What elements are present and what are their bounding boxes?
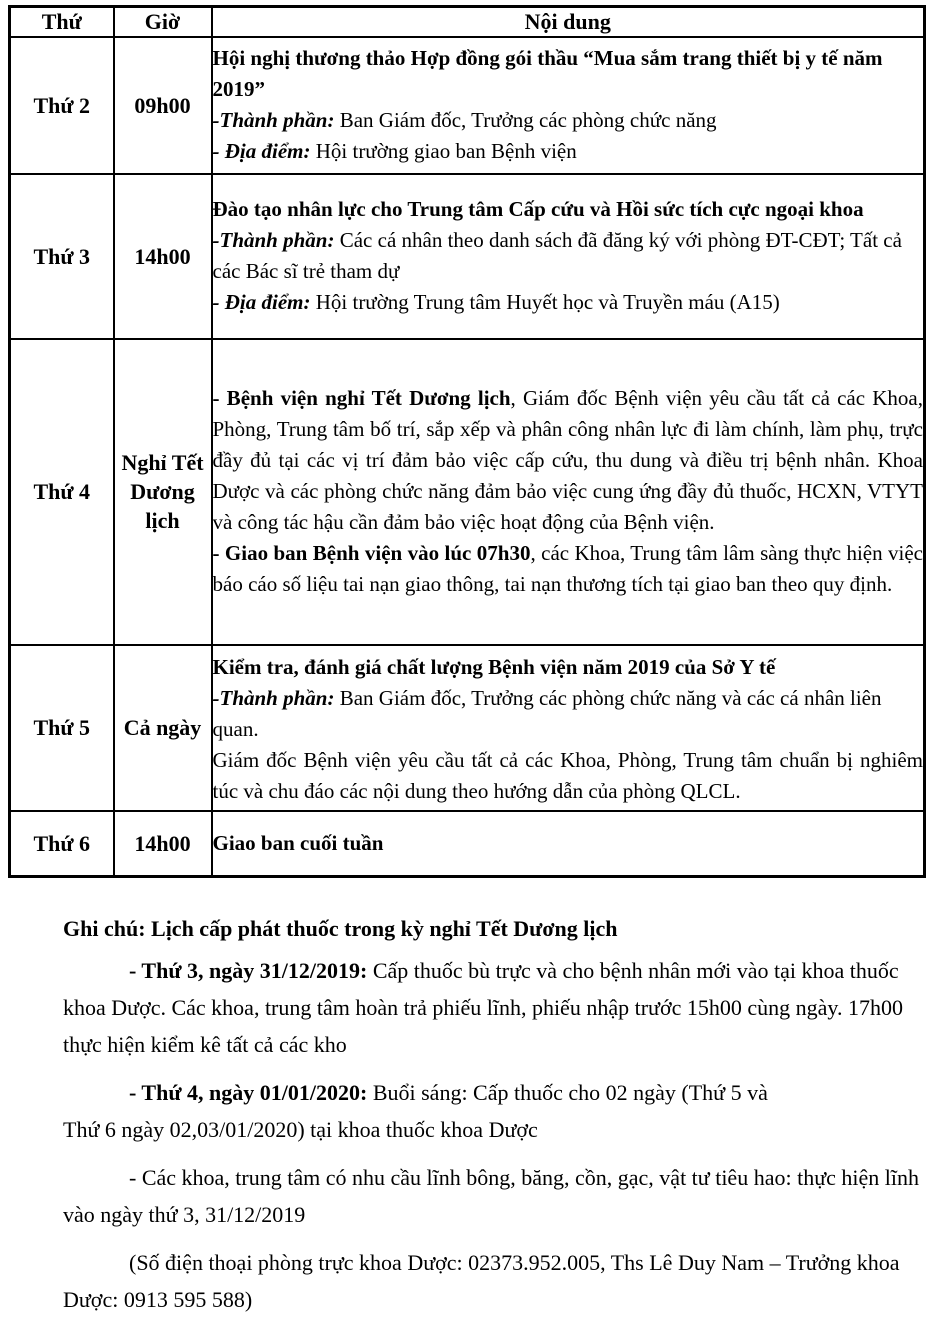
content-cell bbox=[212, 811, 925, 877]
table-row-monday bbox=[10, 37, 925, 174]
header-day: Thứ bbox=[10, 7, 114, 37]
notes-heading: Ghi chú: Lịch cấp phát thuốc trong kỳ nghỉ Tết Dương lịch bbox=[63, 916, 618, 941]
note-paragraph: (Số điện thoại phòng trực khoa Dược: 02373.952.005, Ths Lê Duy Nam – Trưởng khoa Dược: 0913 595 588) bbox=[63, 1250, 900, 1312]
content-cell bbox=[212, 37, 925, 174]
content-paragraph: -Thành phần: Ban Giám đốc, Trưởng các phòng chức năng bbox=[212, 108, 717, 132]
time-cell: 14h00 bbox=[114, 811, 212, 877]
content-paragraph: - Địa điểm: Hội trường giao ban Bệnh viện bbox=[212, 139, 577, 163]
clipped-content bbox=[213, 652, 924, 807]
header-content: Nội dung bbox=[212, 7, 925, 37]
content-cell bbox=[212, 174, 925, 339]
table-row-wednesday bbox=[10, 339, 925, 645]
table-row-thursday bbox=[10, 645, 925, 811]
schedule-table bbox=[8, 5, 926, 878]
content-paragraph: Kiểm tra, đánh giá chất lượng Bệnh viện năm 2019 của Sở Y tế bbox=[212, 654, 776, 679]
note-paragraph: - Các khoa, trung tâm có nhu cầu lĩnh bông, băng, cồn, gạc, vật tư tiêu hao: thực hiện lĩnh vào ngày thứ 3, 31/12/2019 bbox=[63, 1165, 919, 1227]
content-paragraph: -Thành phần: Ban Giám đốc, Trưởng các phòng chức năng và các cá nhân liên quan. bbox=[212, 685, 882, 741]
note-paragraph: - Thứ 4, ngày 01/01/2020: Buổi sáng: Cấp thuốc cho 02 ngày (Thứ 5 và Thứ 6 ngày 02,03/01/2020) tại khoa thuốc khoa Dược bbox=[63, 1080, 768, 1142]
content-cell bbox=[212, 645, 925, 811]
content-paragraph: Đào tạo nhân lực cho Trung tâm Cấp cứu và Hồi sức tích cực ngoại khoa bbox=[212, 197, 864, 221]
table-row-friday bbox=[10, 811, 925, 877]
content-paragraph: - Giao ban Bệnh viện vào lúc 07h30, các Khoa, Trung tâm lâm sàng thực hiện việc báo cáo số liệu tai nạn giao thông, tai nạn thương tích tại giao ban theo quy định. bbox=[212, 541, 923, 596]
note-paragraph: - Thứ 3, ngày 31/12/2019: Cấp thuốc bù trực và cho bệnh nhân mới vào tại khoa thuốc khoa Dược. Các khoa, trung tâm hoàn trả phiếu lĩnh, phiếu nhập trước 15h00 cùng ngày. 17h00 thực hiện kiểm kê tất cả các kho bbox=[63, 958, 903, 1057]
day-cell: Thứ 4 bbox=[10, 339, 114, 645]
content-cell bbox=[212, 339, 925, 645]
time-cell: 09h00 bbox=[114, 37, 212, 174]
time-cell: Cả ngày bbox=[114, 645, 212, 811]
content-paragraph: - Địa điểm: Hội trường Trung tâm Huyết học và Truyền máu (A15) bbox=[212, 290, 780, 314]
content-paragraph: -Thành phần: Các cá nhân theo danh sách đã đăng ký với phòng ĐT-CĐT; Tất cả các Bác sĩ trẻ tham dự bbox=[212, 228, 902, 283]
table-row-tuesday bbox=[10, 174, 925, 339]
header-time: Giờ bbox=[114, 7, 212, 37]
time-cell: Nghỉ Tết Dương lịch bbox=[114, 339, 212, 645]
content-paragraph: Giám đốc Bệnh viện yêu cầu tất cả các Khoa, Phòng, Trung tâm chuẩn bị nghiêm túc và chu đáo các nội dung theo hướng dẫn của phòng QLCL. bbox=[212, 747, 923, 803]
day-cell: Thứ 3 bbox=[10, 174, 114, 339]
notes-section bbox=[63, 910, 922, 1318]
day-cell: Thứ 6 bbox=[10, 811, 114, 877]
day-cell: Thứ 5 bbox=[10, 645, 114, 811]
time-cell: 14h00 bbox=[114, 174, 212, 339]
schedule-document bbox=[0, 5, 932, 1342]
content-paragraph: Hội nghị thương thảo Hợp đồng gói thầu “Mua sắm trang thiết bị y tế năm 2019” bbox=[212, 46, 883, 101]
day-cell: Thứ 2 bbox=[10, 37, 114, 174]
content-paragraph: - Bệnh viện nghỉ Tết Dương lịch, Giám đốc Bệnh viện yêu cầu tất cả các Khoa, Phòng, Trung tâm bố trí, sắp xếp và phân công nhân lực đi làm chính, làm phụ, trực đầy đủ tại các vị trí đảm bảo việc cấp cứu, thu dung và điều trị bệnh nhân. Khoa Dược và các phòng chức năng đảm bảo việc cung ứng đầy đủ thuốc, HCXN, VTYT và công tác hậu cần đảm bảo việc hoạt động của Bệnh viện. bbox=[212, 386, 923, 534]
content-paragraph: Giao ban cuối tuần bbox=[212, 830, 384, 855]
table-header-row bbox=[10, 7, 925, 37]
